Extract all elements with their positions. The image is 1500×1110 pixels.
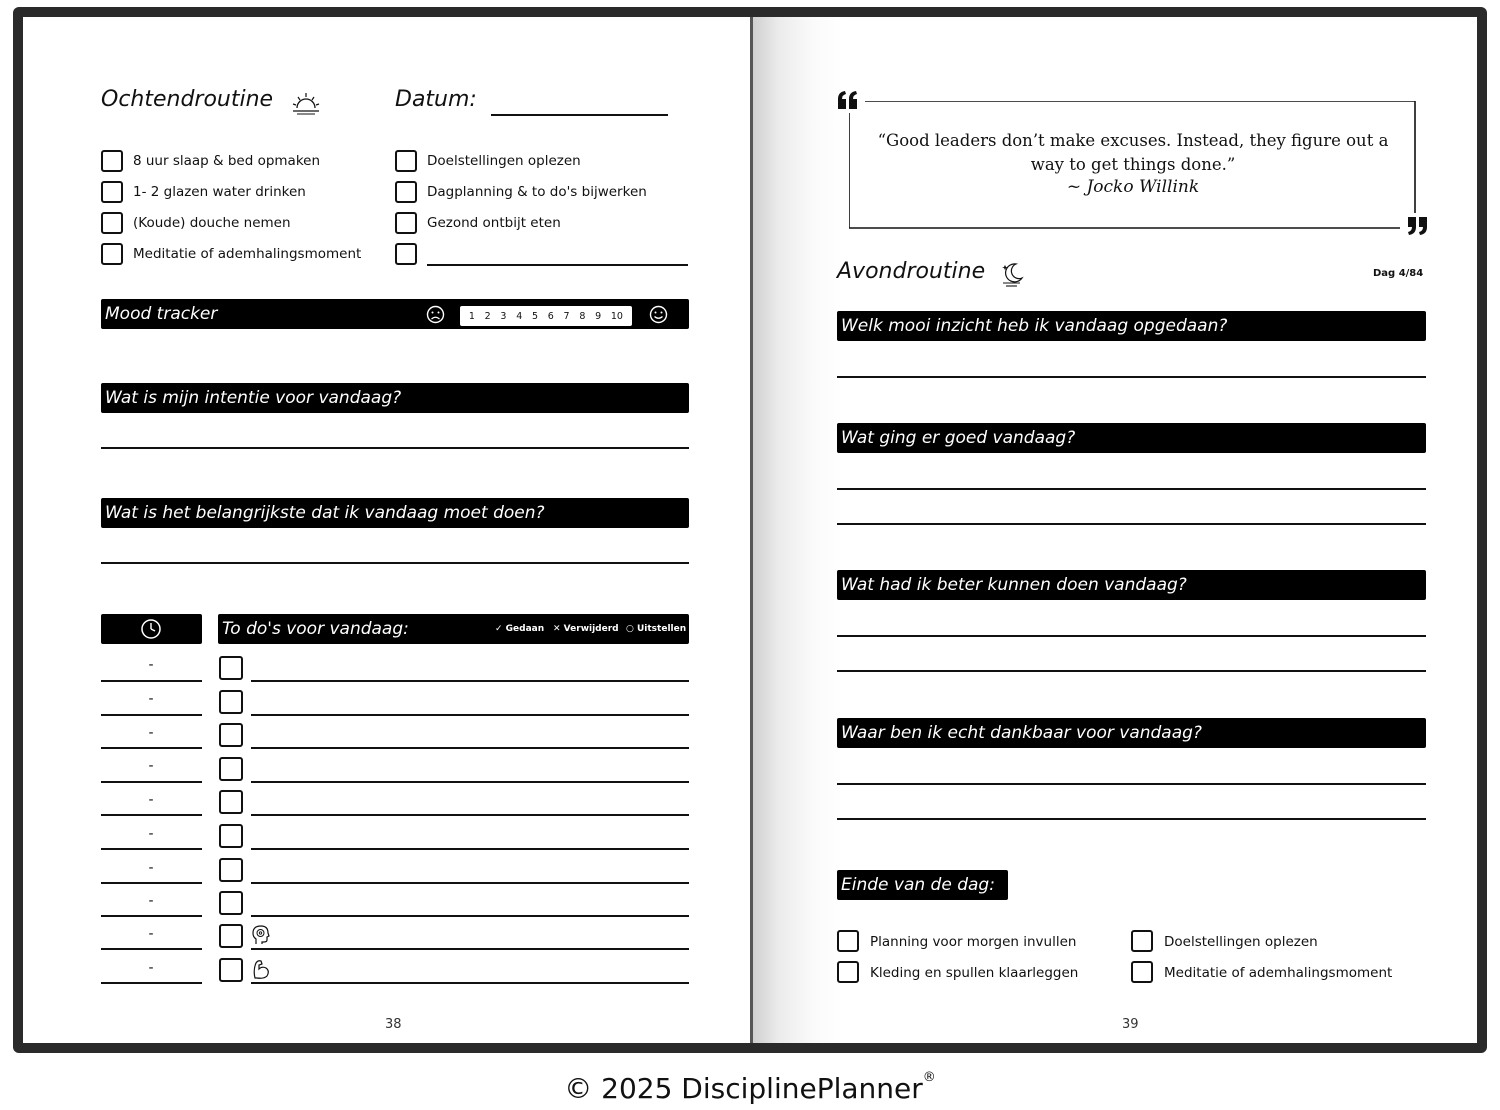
- morning-title: Ochtendroutine: [101, 87, 274, 112]
- intention-question: Wat is mijn intentie voor vandaag?: [105, 388, 402, 408]
- time-slot: -: [148, 725, 154, 741]
- quote-open-icon: [837, 90, 859, 110]
- quote-close-icon: [1406, 216, 1428, 236]
- clock-icon: [140, 618, 162, 640]
- time-slot: -: [148, 860, 154, 876]
- went-well-question: Wat ging er goed vandaag?: [841, 428, 1076, 448]
- morning-item-label: Dagplanning & to do's bijwerken: [427, 184, 647, 200]
- improve-question-bar: [837, 570, 1426, 600]
- happy-face-icon: [649, 305, 668, 324]
- morning-item-label: 1- 2 glazen water drinken: [133, 184, 306, 200]
- time-slot-line[interactable]: [101, 680, 202, 682]
- todo-line[interactable]: [251, 714, 689, 716]
- muscle-arm-icon: [251, 958, 271, 980]
- grateful-answer-line[interactable]: [837, 818, 1426, 820]
- mood-tracker-label: Mood tracker: [105, 304, 218, 324]
- mood-scale-5[interactable]: 5: [531, 310, 539, 322]
- morning-checkbox[interactable]: [395, 150, 417, 172]
- todo-checkbox[interactable]: [219, 958, 243, 982]
- todo-line[interactable]: [251, 882, 689, 884]
- time-slot: -: [148, 926, 154, 942]
- time-column-header: [101, 614, 202, 644]
- todo-line[interactable]: [251, 982, 689, 984]
- evening-item-label: Planning voor morgen invullen: [870, 934, 1077, 950]
- todo-line[interactable]: [251, 680, 689, 682]
- time-slot-line[interactable]: [101, 882, 202, 884]
- mood-scale[interactable]: [460, 306, 632, 326]
- evening-checkbox[interactable]: [1131, 961, 1153, 983]
- todo-line[interactable]: [251, 848, 689, 850]
- evening-item-label: Doelstellingen oplezen: [1164, 934, 1318, 950]
- quote-author: ~ Jocko Willink: [1066, 177, 1200, 197]
- mood-scale-6[interactable]: 6: [547, 310, 554, 322]
- morning-custom-checkbox[interactable]: [395, 243, 417, 265]
- time-slot: -: [148, 657, 154, 673]
- morning-checkbox[interactable]: [101, 150, 123, 172]
- right-page: [753, 17, 1477, 1043]
- evening-checkbox[interactable]: [837, 930, 859, 952]
- insight-question: Welk mooi inzicht heb ik vandaag opgedaan?: [841, 316, 1228, 336]
- page-number-right: 39: [1122, 1017, 1139, 1032]
- insight-answer-line[interactable]: [837, 376, 1426, 378]
- morning-checkbox[interactable]: [101, 212, 123, 234]
- morning-checkbox[interactable]: [101, 181, 123, 203]
- time-slot: -: [148, 792, 154, 808]
- time-slot-line[interactable]: [101, 915, 202, 917]
- date-field-line[interactable]: [491, 114, 668, 116]
- improve-question: Wat had ik beter kunnen doen vandaag?: [841, 575, 1187, 595]
- morning-item-label: (Koude) douche nemen: [133, 215, 291, 231]
- grateful-question-bar: [837, 718, 1426, 748]
- todo-checkbox[interactable]: [219, 656, 243, 680]
- todo-checkbox[interactable]: [219, 824, 243, 848]
- improve-answer-line[interactable]: [837, 635, 1426, 637]
- todo-line[interactable]: [251, 781, 689, 783]
- time-slot-line[interactable]: [101, 848, 202, 850]
- mood-scale-9[interactable]: 9: [595, 310, 602, 322]
- copyright-text: © 2025 DisciplinePlanner: [564, 1072, 923, 1105]
- todo-checkbox[interactable]: [219, 723, 243, 747]
- sunrise-icon: [291, 91, 321, 117]
- time-slot: -: [148, 893, 154, 909]
- planner-book: [13, 7, 1487, 1053]
- end-of-day-label: Einde van de dag:: [841, 875, 995, 895]
- left-page: [23, 17, 750, 1043]
- date-label: Datum:: [395, 87, 477, 112]
- important-question-bar: [101, 498, 689, 528]
- time-slot-line[interactable]: [101, 814, 202, 816]
- grateful-question: Waar ben ik echt dankbaar voor vandaag?: [841, 723, 1202, 743]
- mood-scale-1[interactable]: 1: [468, 310, 475, 322]
- evening-checkbox[interactable]: [1131, 930, 1153, 952]
- mood-scale-10[interactable]: 10: [610, 310, 623, 322]
- todo-checkbox[interactable]: [219, 858, 243, 882]
- time-slot-line[interactable]: [101, 781, 202, 783]
- evening-item-label: Meditatie of ademhalingsmoment: [1164, 965, 1393, 981]
- todo-line[interactable]: [251, 948, 689, 950]
- copyright-footer: [0, 1072, 1500, 1105]
- legend-postpone: ○ Uitstellen: [626, 624, 687, 634]
- todo-checkbox[interactable]: [219, 790, 243, 814]
- mood-scale-8[interactable]: 8: [579, 310, 586, 322]
- morning-item-label: Doelstellingen oplezen: [427, 153, 581, 169]
- time-slot: -: [148, 826, 154, 842]
- mood-scale-7[interactable]: 7: [563, 310, 570, 322]
- todo-line[interactable]: [251, 814, 689, 816]
- went-well-answer-line[interactable]: [837, 488, 1426, 490]
- trademark-symbol: ®: [922, 1070, 936, 1085]
- evening-checkbox[interactable]: [837, 961, 859, 983]
- went-well-answer-line[interactable]: [837, 523, 1426, 525]
- time-slot-line[interactable]: [101, 982, 202, 984]
- evening-item-label: Kleding en spullen klaarleggen: [870, 965, 1079, 981]
- evening-title: Avondroutine: [837, 259, 986, 284]
- morning-checkbox[interactable]: [395, 181, 417, 203]
- sad-face-icon: [426, 305, 445, 324]
- morning-checkbox[interactable]: [395, 212, 417, 234]
- todo-header: To do's voor vandaag:: [222, 619, 409, 639]
- legend-removed: ✕ Verwijderd: [553, 624, 619, 634]
- legend-done: ✓ Gedaan: [495, 624, 545, 634]
- went-well-question-bar: [837, 423, 1426, 453]
- moon-icon: [1000, 261, 1026, 287]
- quote-text: “Good leaders don’t make excuses. Instead, they figure out a way to get things done.”: [877, 131, 1389, 174]
- important-question: Wat is het belangrijkste dat ik vandaag moet doen?: [105, 503, 545, 523]
- todo-line[interactable]: [251, 915, 689, 917]
- page-number-left: 38: [385, 1017, 402, 1032]
- time-slot-line[interactable]: [101, 747, 202, 749]
- morning-item-label: Meditatie of ademhalingsmoment: [133, 246, 362, 262]
- morning-item-label: 8 uur slaap & bed opmaken: [133, 153, 321, 169]
- morning-custom-line[interactable]: [427, 264, 688, 266]
- mood-scale-4[interactable]: 4: [516, 310, 523, 322]
- improve-answer-line[interactable]: [837, 670, 1426, 672]
- time-slot: -: [148, 691, 154, 707]
- intention-question-bar: [101, 383, 689, 413]
- time-slot: -: [148, 960, 154, 976]
- time-slot: -: [148, 758, 154, 774]
- todo-header-bar: [218, 614, 689, 644]
- grateful-answer-line[interactable]: [837, 783, 1426, 785]
- todo-checkbox[interactable]: [219, 690, 243, 714]
- time-slot-line[interactable]: [101, 714, 202, 716]
- todo-checkbox[interactable]: [219, 924, 243, 948]
- morning-item-label: Gezond ontbijt eten: [427, 215, 561, 231]
- brain-head-icon: [251, 924, 271, 946]
- time-slot-line[interactable]: [101, 948, 202, 950]
- todo-line[interactable]: [251, 747, 689, 749]
- intention-answer-line[interactable]: [101, 447, 689, 449]
- mood-scale-2[interactable]: 2: [484, 310, 491, 322]
- todo-checkbox[interactable]: [219, 891, 243, 915]
- day-counter: Dag 4/84: [1373, 268, 1424, 279]
- insight-question-bar: [837, 311, 1426, 341]
- morning-checkbox[interactable]: [101, 243, 123, 265]
- todo-checkbox[interactable]: [219, 757, 243, 781]
- important-answer-line[interactable]: [101, 562, 689, 564]
- mood-scale-3[interactable]: 3: [500, 310, 507, 322]
- end-of-day-bar: [837, 870, 1008, 900]
